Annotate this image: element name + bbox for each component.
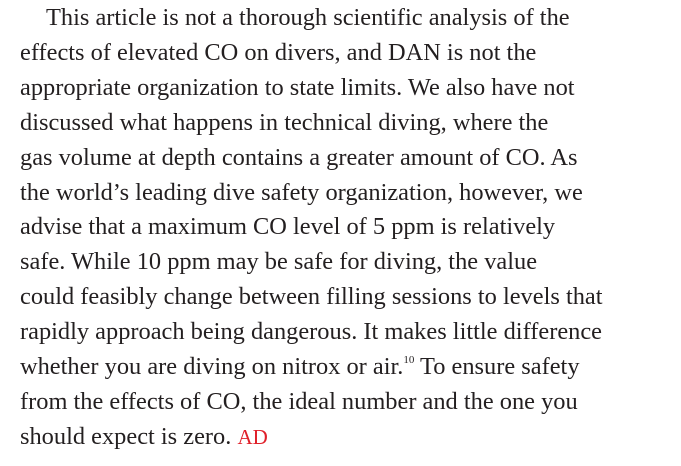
article-paragraph [20, 1, 680, 455]
text-line: advise that a maximum CO level of 5 ppm is relatively [20, 213, 556, 241]
text-line: effects of elevated CO on divers, and DAN is not the [20, 38, 537, 66]
text-segment: should expect is zero. [20, 422, 232, 450]
text-line [20, 420, 680, 455]
text-line [20, 350, 680, 385]
text-line: rapidly approach being dangerous. It makes little difference [20, 318, 602, 346]
text-line: from the effects of CO, the ideal number and the one you [20, 387, 578, 415]
text-line: discussed what happens in technical diving, where the [20, 108, 549, 136]
text-segment: whether you are diving on nitrox or air. [20, 353, 404, 381]
text-line: This article is not a thorough scientific analysis of the [46, 4, 570, 31]
text-segment: To ensure safety [414, 353, 580, 381]
text-line: the world’s leading dive safety organization, however, we [20, 178, 583, 206]
text-line: could feasibly change between filling sessions to levels that [20, 283, 603, 311]
end-mark: AD [237, 424, 268, 449]
text-line: appropriate organization to state limits. We also have not [20, 73, 575, 101]
reference-superscript[interactable]: 10 [403, 354, 415, 367]
text-line: gas volume at depth contains a greater amount of CO. As [20, 143, 578, 171]
text-line: safe. While 10 ppm may be safe for diving, the value [20, 248, 538, 276]
